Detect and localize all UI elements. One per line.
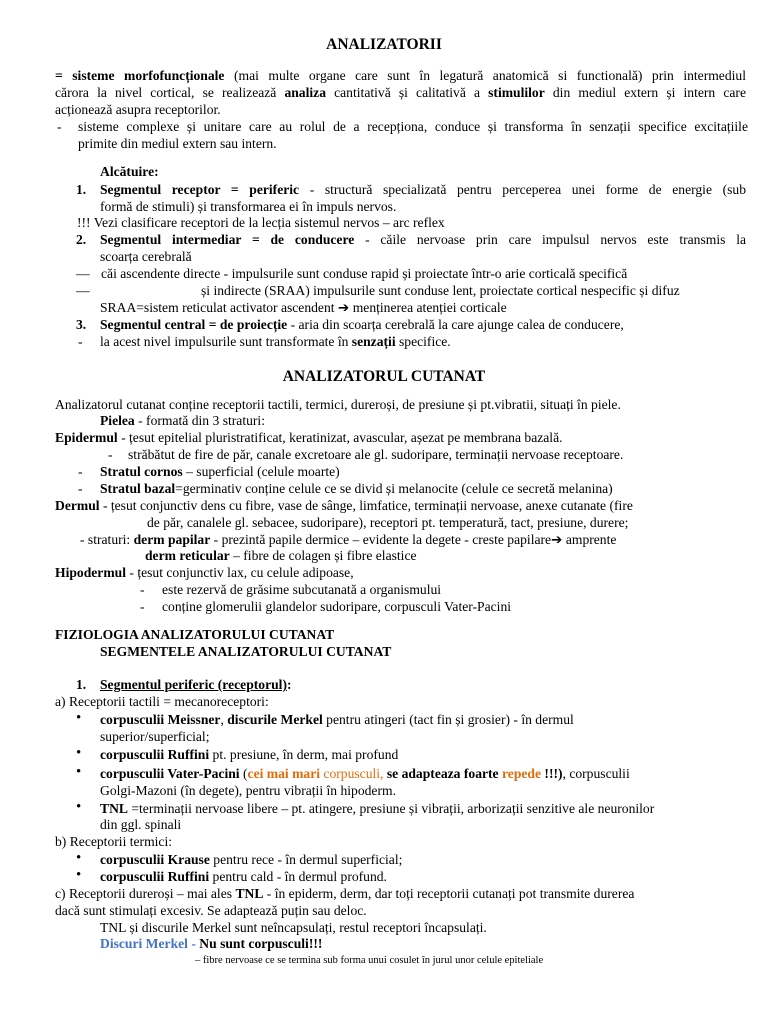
cai-indirecte: și indirecte (SRAA) impulsurile sunt conduse lent, proiectate cortical nespecific și difuz (201, 283, 680, 298)
derm-reticular-line: derm reticular – fibre de colagen și fibre elastice (145, 548, 417, 563)
bullet-marker: • (76, 867, 82, 883)
num-2: 2. (76, 232, 87, 247)
tnl-merkel-note: TNL și discurile Merkel sunt neîncapsulați, restul receptori încapsulați. (100, 920, 487, 935)
dash-marker: - (78, 481, 83, 496)
seg-intermediar-line-2: scoarța cerebrală (100, 249, 192, 264)
segmentele-heading: SEGMENTELE ANALIZATORULUI CUTANAT (100, 644, 392, 659)
cai-ascendente-directe: căi ascendente directe - impulsurile sunt conduse rapid și proiectate într-o arie corticală specifică (101, 266, 628, 281)
vater-pacini-line-2: Golgi-Mazoni (în degete), pentru vibrații în hipoderm. (100, 783, 396, 798)
dash-marker: - (78, 334, 83, 349)
cutanat-intro: Analizatorul cutanat conține receptorii tactili, termici, dureroși, de presiune și pt.vibratii, situați în piele. (55, 397, 621, 412)
receptori-durerosi-line-1: c) Receptorii dureroși – mai ales TNL - în epiderm, derm, dar toți receptorii cutanați pot transmite durerea (55, 886, 635, 901)
title-analizatorii: ANALIZATORII (326, 36, 442, 53)
hipodermul-line: Hipodermul - țesut conjunctiv lax, cu celule adipoase, (55, 565, 354, 580)
receptori-termici-heading: b) Receptorii termici: (55, 834, 173, 849)
dash-marker: - (57, 119, 62, 134)
def-line-4: sisteme complexe și unitare care au rolul de a recepționa, conduce și transforma în senzații specifice excitațiile (78, 119, 748, 134)
def-line-5: primite din mediul extern sau intern. (78, 136, 277, 151)
seg-receptor-line-1: Segmentul receptor = periferic - structură specializată pentru perceperea unei forme de energie (sub (100, 182, 746, 197)
num-3: 3. (76, 317, 87, 332)
tnl-line-2: din ggl. spinali (100, 817, 182, 832)
seg-central-line-1: Segmentul central = de proiecție - aria din scoarța cerebrală la care ajunge calea de conducere, (100, 317, 624, 332)
epidermul-line: Epidermul - țesut epitelial pluristratificat, keratinizat, avascular, așezat pe membrana bazală. (55, 430, 563, 445)
dash-marker: - (140, 582, 145, 597)
def-line-1: = sisteme morfofuncționale (mai multe organe care sunt în legatură anatomică si functională) prin intermediul (55, 68, 746, 83)
dermul-line-2: de păr, canalele gl. sebacee, sudoripare), receptori pt. temperatură, tact, presiune, durere; (147, 515, 629, 530)
meissner-merkel-line-2: superior/superficial; (100, 729, 210, 744)
receptori-tactili-heading: a) Receptorii tactili = mecanoreceptori: (55, 694, 269, 709)
alcatuire-heading: Alcătuire: (100, 164, 159, 179)
longdash-marker-1: — (76, 266, 90, 281)
bullet-marker: • (76, 745, 82, 761)
discuri-merkel-line: Discuri Merkel - Nu sunt corpusculi!!! (100, 936, 323, 951)
receptori-durerosi-line-2: dacă sunt stimulați excesiv. Se adaptează puțin sau deloc. (55, 903, 367, 918)
bullet-marker: • (76, 764, 82, 780)
bullet-marker: • (76, 850, 82, 866)
dermul-line-1: Dermul - țesut conjunctiv dens cu fibre, vase de sânge, limfatice, terminații nervoase, anexe cutanate (fire (55, 498, 633, 513)
segment-periferic-heading: Segmentul periferic (receptorul): (100, 677, 292, 692)
num-1: 1. (76, 182, 87, 197)
seg-receptor-line-2: formă de stimuli) și transformarea ei în impuls nervos. (100, 199, 397, 214)
hipodermul-item-1: este rezervă de grăsime subcutanată a organismului (162, 582, 442, 597)
derm-papilar-line: - straturi: derm papilar - prezintă papile dermice – evidente la degete - creste papilare➔ amprente (80, 532, 617, 547)
ruffini-cald-line: corpusculii Ruffini pentru cald - în dermul profund. (100, 869, 387, 884)
tnl-line-1: TNL =terminații nervoase libere – pt. atingere, presiune și vibrații, arborizații senzitive ale neuronilor (100, 801, 655, 816)
hipodermul-item-2: conține glomerulii glandelor sudoripare, corpusculi Vater-Pacini (162, 599, 512, 614)
dash-marker: - (78, 464, 83, 479)
longdash-marker-2: — (76, 283, 90, 298)
def-line-2: cărora la nivel cortical, se realizează analiza cantitativă și calitativă a stimulilor din mediul extern și intern care (55, 85, 746, 100)
stratul-bazal: Stratul bazal=germinativ conține celule ce se divid și melanocite (celule ce secretă melanina) (100, 481, 613, 496)
stratul-cornos: Stratul cornos – superficial (celule moarte) (100, 464, 340, 479)
seg-receptor-note: !!! Vezi clasificare receptori de la lecția sistemul nervos – arc reflex (77, 215, 445, 230)
def-line-3: acționează asupra receptorilor. (55, 102, 221, 117)
epidermul-detail: străbătut de fire de păr, canale excretoare ale gl. sudoripare, terminații nervoase receptoare. (128, 447, 624, 462)
title-analizatorul-cutanat: ANALIZATORUL CUTANAT (282, 368, 486, 385)
num-1: 1. (76, 677, 87, 692)
fiziologia-heading: FIZIOLOGIA ANALIZATORULUI CUTANAT (55, 627, 335, 642)
ruffini-presiune-line: corpusculii Ruffini pt. presiune, în derm, mai profund (100, 747, 399, 762)
pielea-line: Pielea - formată din 3 straturi: (100, 413, 265, 428)
sraa-definition: SRAA=sistem reticulat activator ascendent ➔ menținerea atenției corticale (100, 300, 507, 315)
dash-marker: - (108, 447, 113, 462)
discuri-merkel-detail: – fibre nervoase ce se termina sub forma unui cosulet în jurul unor celule epiteliale (195, 955, 544, 966)
dash-marker: - (140, 599, 145, 614)
vater-pacini-line-1: corpusculii Vater-Pacini (cei mai mari corpusculi, se adapteaza foarte repede !!!), corpusculii (100, 766, 630, 781)
seg-intermediar-line-1: Segmentul intermediar = de conducere - căile nervoase prin care impulsul nervos este transmis la (100, 232, 746, 247)
bullet-marker: • (76, 799, 82, 815)
meissner-merkel-line-1: corpusculii Meissner, discurile Merkel pentru atingeri (tact fin și grosier) - în dermul (100, 712, 574, 727)
seg-central-line-2: la acest nivel impulsurile sunt transformate în senzații specifice. (100, 334, 451, 349)
bullet-marker: • (76, 710, 82, 726)
krause-line: corpusculii Krause pentru rece - în dermul superficial; (100, 852, 403, 867)
